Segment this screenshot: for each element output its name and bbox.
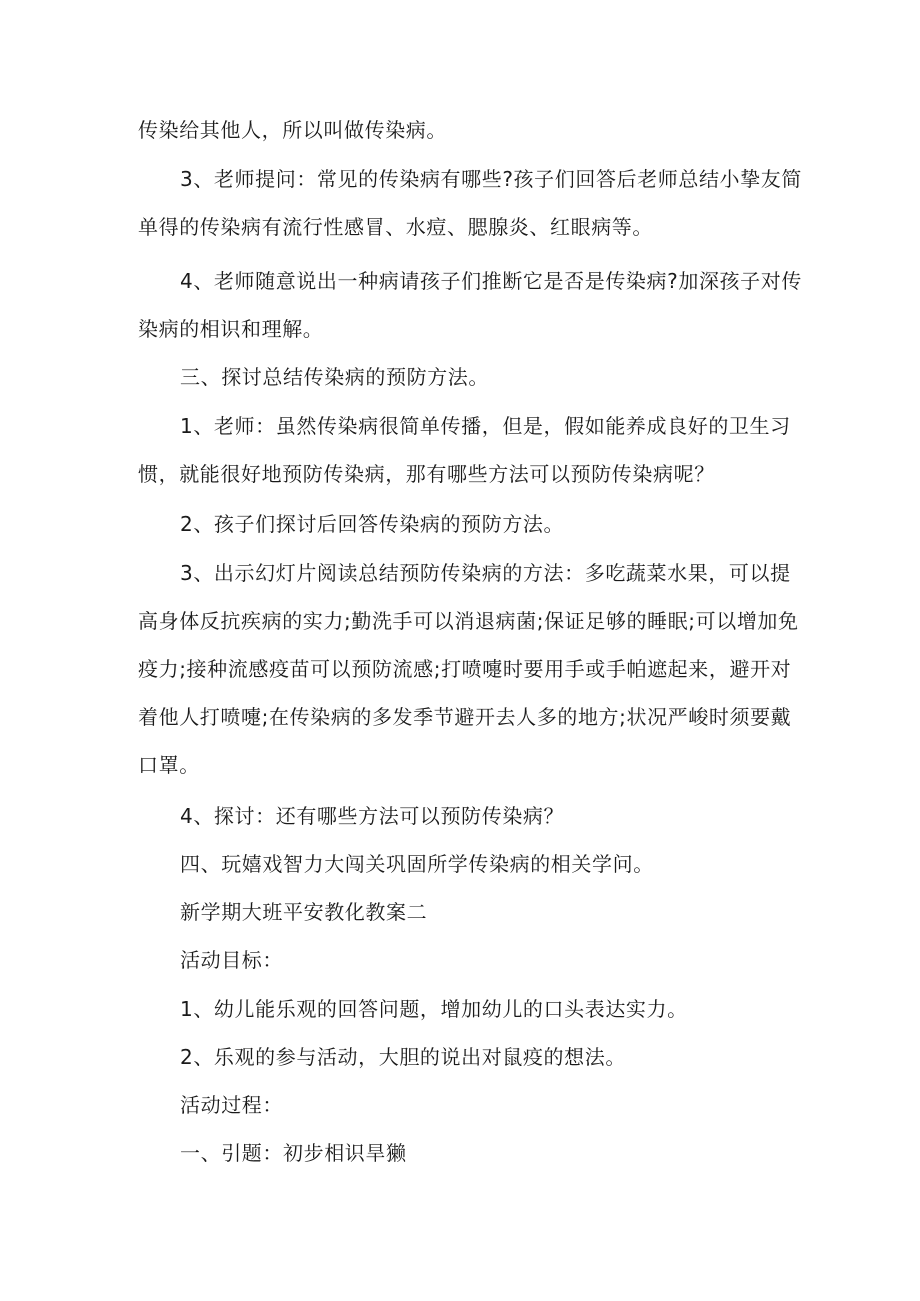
section-heading: 活动目标： (180, 948, 283, 972)
paragraph-13 (138, 1033, 778, 1081)
paragraph-1 (138, 106, 778, 154)
text-line: 1、幼儿能乐观的回答问题，增加幼儿的口头表达实力。 (180, 997, 688, 1021)
paragraph-4 (138, 353, 778, 401)
paragraph-3 (138, 257, 802, 353)
text-line: 3、老师提问：常见的传染病有哪些?孩子们回答后老师总结小挚友简 (180, 167, 802, 191)
section-heading: 四、玩嬉戏智力大闯关巩固所学传染病的相关学问。 (180, 852, 654, 876)
section-heading: 三、探讨总结传染病的预防方法。 (180, 365, 489, 389)
paragraph-5 (138, 402, 791, 498)
text-line: 单得的传染病有流行性感冒、水痘、腮腺炎、红眼病等。 (138, 215, 653, 239)
document-subtitle: 新学期大班平安教化教案二 (180, 900, 428, 924)
paragraph-11 (138, 936, 778, 984)
text-line: 2、乐观的参与活动，大胆的说出对鼠疫的想法。 (180, 1045, 626, 1069)
section-heading: 一、引题：初步相识旱獭 (180, 1141, 407, 1165)
text-line: 染病的相识和理解。 (138, 317, 324, 341)
paragraph-14 (138, 1081, 778, 1129)
text-line: 传染给其他人，所以叫做传染病。 (138, 118, 447, 142)
paragraph-10 (138, 888, 778, 936)
text-line: 3、出示幻灯片阅读总结预防传染病的方法：多吃蔬菜水果，可以提 (180, 561, 791, 585)
text-line: 口罩。 (138, 753, 200, 777)
text-line: 4、老师随意说出一种病请孩子们推断它是否是传染病?加深孩子对传 (180, 269, 802, 293)
text-line: 惯，就能很好地预防传染病，那有哪些方法可以预防传染病呢？ (138, 462, 715, 486)
text-line: 着他人打喷嚏;在传染病的多发季节避开去人多的地方;状况严峻时须要戴 (138, 705, 792, 729)
text-line: 4、探讨：还有哪些方法可以预防传染病？ (180, 804, 565, 828)
section-heading: 活动过程： (180, 1093, 283, 1117)
paragraph-7 (138, 549, 799, 789)
paragraph-9 (138, 840, 778, 888)
text-line: 高身体反抗疾病的实力;勤洗手可以消退病菌;保证足够的睡眠;可以增加免 (138, 609, 799, 633)
text-line: 2、孩子们探讨后回答传染病的预防方法。 (180, 512, 565, 536)
paragraph-6 (138, 500, 778, 548)
paragraph-2 (138, 155, 802, 251)
text-line: 疫力;接种流感疫苗可以预防流感;打喷嚏时要用手或手帕遮起来，避开对 (138, 657, 792, 681)
text-line: 1、老师：虽然传染病很简单传播，但是，假如能养成良好的卫生习 (180, 414, 791, 438)
paragraph-12 (138, 985, 778, 1033)
paragraph-8 (138, 792, 778, 840)
paragraph-15 (138, 1129, 778, 1177)
